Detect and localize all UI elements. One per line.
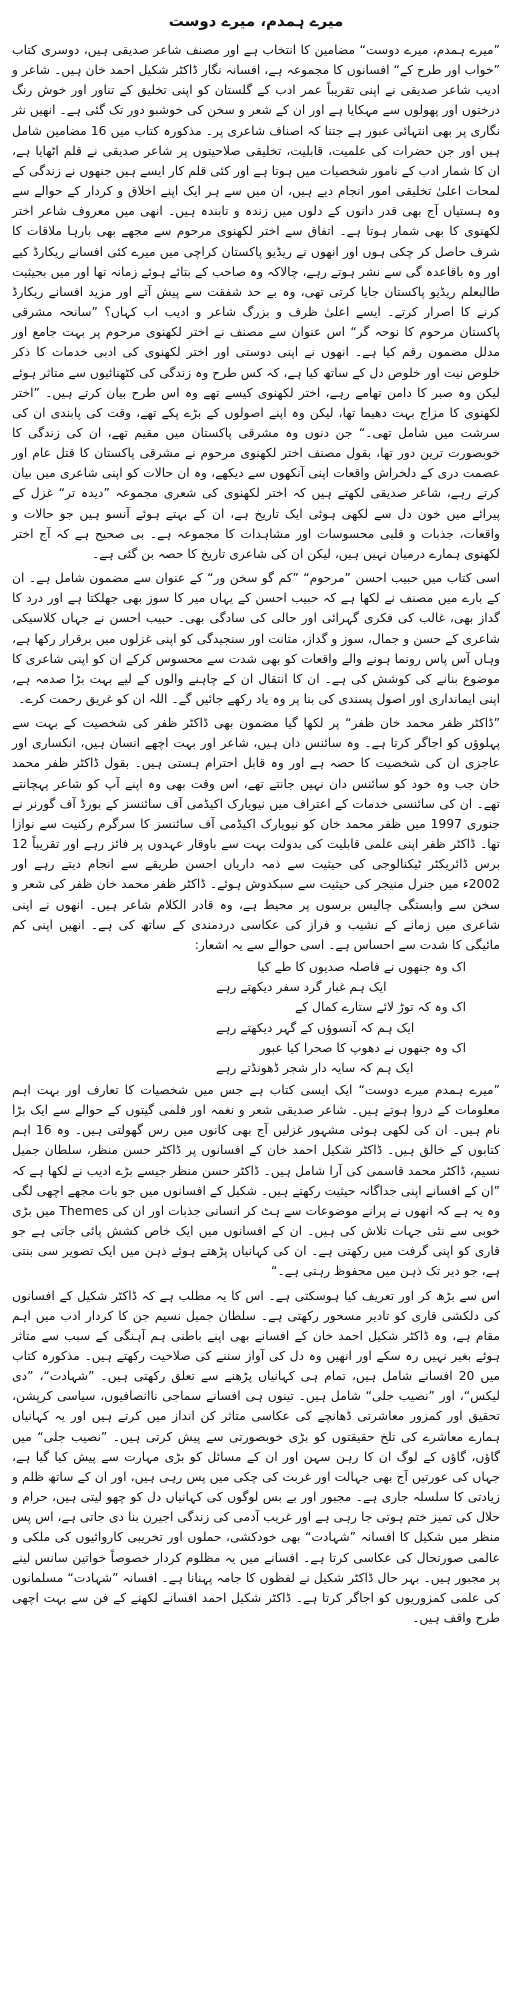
article-paragraph: اسی کتاب میں حبیب احسن ”مرحوم“ ”کم گو سخن ور“ کے عنوان سے مضمون شامل ہے۔ ان کے بارے میں مصنف نے لکھا ہے کہ حبیب احسن کے یہاں میر کا سوز بھی جھلکتا ہے اور درد کا گداز بھی، غالب کی فکری گہرائی اور حالی کی سادگی بھی۔ حبیب احسن نے جہاں کلاسیکی شاعری کے حسن و جمال، سوز و گداز، متانت اور سنجیدگی کو اپنی غزلوں میں برقرار رکھا ہے، وہاں آس پاس رونما ہونے والے واقعات کو بھی شدت سے محسوس کرکے ان کو اپنی شاعری کا موضوع بنانے کی کوشش کی ہے۔ ان کا انتقال ان کے چاہنے والوں کے لیے بہت بڑا صدمہ ہے، اپنی ایمانداری اور اصول پسندی کی بنا پر وہ یاد رکھے جائیں گے۔ اللہ ان کو غریق رحمت کرے۔ xyxy=(12,571,500,706)
article-paragraph: ”میرے ہمدم میرے دوست“ ایک ایسی کتاب ہے جس میں شخصیات کا تعارف اور بہت اہم معلومات کے دروا ہوتے ہیں۔ شاعر صدیقی شعر و نغمہ اور فلمی گیتوں کے حوالے سے ایک بڑا نام ہیں۔ ان کی لکھی ہوئی مشہور غزلیں آج بھی کانوں میں رس گھولتی ہیں۔ وہ 16 اہم کتابوں کے خالق ہیں۔ ڈاکٹر شکیل احمد خان کے افسانوں پر ڈاکٹر حسن منظر، سلطان جمیل نسیم، ڈاکٹر محمد قاسمی کی آرا شامل ہیں۔ ڈاکٹر حسن منظر جیسے بڑے ادیب نے لکھا ہے کہ ”ان کے افسانے اپنی جداگانہ حیثیت رکھتے ہیں۔ شکیل کے افسانوں میں جو بات مجھے اچھی لگی وہ یہ ہے کہ انھوں نے پرانے موضوعات سے ہٹ کر انسانی جذبات اور ان کی Themes میں بڑی خوبی سے نئی جہات تلاش کی ہیں۔ ان کے افسانوں میں ایک خاص کشش پائی جاتی ہے جو قاری کو اپنی گرفت میں رکھتی ہے۔ ان کی کہانیاں پڑھتے ہوئے ذہن میں ایک تصویر سی بنتی ہے، جو دیر تک ذہن میں محفوظ رہتی ہے۔“ xyxy=(12,1082,501,1279)
poem-line: اک وہ جنھوں نے دھوپ کا صحرا کیا عبور xyxy=(259,1040,466,1055)
poem-line: اک وہ کہ توڑ لائے ستارے کمال کے xyxy=(295,1000,466,1015)
poem-block xyxy=(216,957,466,1078)
article-paragraph: ”ڈاکٹر ظفر محمد خان ظفر“ پر لکھا گیا مضمون بھی ڈاکٹر ظفر کی شخصیت کے بہت سے پہلوؤں کو اجاگر کرتا ہے۔ وہ سائنس دان ہیں، شاعر اور بہت اچھے انسان ہیں، انکساری اور عاجزی ان کی شخصیت کا حصہ ہے اور وہ قابل احترام ہستی ہیں۔ بقول ڈاکٹر ظفر محمد خان جب وہ خود کو سائنس دان نہیں جانتے تھے، اس وقت بھی وہ اپنے آپ کو شاعر پہچانتے تھے۔ ان کی سائنسی خدمات کے اعتراف میں نیویارک اکیڈمی آف سائنسز کے بورڈ آف گورنر نے جنوری 1997 میں ظفر محمد خان کو نیویارک اکیڈمی آف سائنسز کا سرگرم رکنیت سے نوازا تھا۔ ڈاکٹر ظفر اپنی علمی قابلیت کی بدولت بہت سے باوقار عہدوں پر فائز رہے اور تقریباً 12 برس ڈائریکٹر ٹیکنالوجی کی حیثیت سے ذمہ داریاں احسن طریقے سے انجام دیتے رہے اور 2002ء میں جنرل منیجر کی حیثیت سے سبکدوش ہوئے۔ ڈاکٹر ظفر محمد خان ظفر کی شعر و سخن سے وابستگی چالیس برسوں پر محیط ہے، وہ قادر الکلام شاعر ہیں۔ انھوں نے اپنی شاعری میں زمانے کے نشیب و فراز کی عکاسی دردمندی کے ساتھ کی ہے۔ انھیں اپنی کم مائیگی کا شدت سے احساس ہے۔ اسی حوالے سے یہ اشعار: xyxy=(12,716,501,952)
poem-line: ایک ہم غبار گرد سفر دیکھتے رہے xyxy=(216,980,387,995)
article-paragraph: ”میرے ہمدم، میرے دوست“ مضامین کا انتخاب ہے اور مصنف شاعر صدیقی ہیں، دوسری کتاب ”خواب اور طرح کے“ افسانوں کا مجموعہ ہے، افسانہ نگار ڈاکٹر شکیل احمد خان ہیں۔ شاعر و ادیب شاعر صدیقی نے اپنی تقریباً عمر ادب کے گلستان کو اپنی تخلیق کے تناور اور خوش رنگ درختوں اور پھولوں سے مہکایا ہے اور ان کے شعر و سخن کی خوشبو دور تک گئی ہے۔ انھیں نثر نگاری پر بھی انتہائی عبور ہے جتنا کہ اصناف شاعری پر۔ مذکورہ کتاب میں 16 مضامین شامل ہیں اور جن حضرات کی علمیت، قابلیت، تخلیقی صلاحیتوں پر شاعر صدیقی نے قلم اٹھایا ہے، ان کا شمار ادب کے نامور شخصیات میں ہوتا ہے اور کئی قلم کار ایسے ہیں جنھوں نے زندگی کے لمحات اعلیٰ تخلیقی امور انجام دیے ہیں، ان میں سے ہر ایک اپنے اخلاق و کردار کے حوالے سے وہ ہستیاں آج بھی قدر دانوں کے دلوں میں زندہ و تابندہ ہیں۔ انھی میں معروف شاعر اختر لکھنوی کا بھی شمار ہوتا ہے۔ اتفاق سے اختر لکھنوی مرحوم سے مجھے بھی بارہا ملاقات کا شرف حاصل کر چکی ہوں اور انھوں نے ریڈیو پاکستان کراچی میں میرے کئی افسانے ریکارڈ کیے اور وہ باقاعدہ گی سے نشر ہوتے رہے، چالاکہ وہ صاحب کے بتائے ہوئے زمانہ تھا اور میں بحیثیت طالبعلم ریڈیو پاکستان جایا کرتی تھی، وہ بے حد شفقت سے پیش آتے اور مزید افسانے ریکارڈ کرنے کا اصرار کرتے۔ ایسے اعلیٰ ظرف و بزرگ شاعر و ادیب اب کہاں؟ ”سانحہ مشرقی پاکستان مرحوم کا نوحہ گر“ اس عنوان سے مصنف نے اختر لکھنوی مرحوم پر بہت جامع اور مدلل مضمون رقم کیا ہے۔ انھوں نے اپنی دوستی اور اختر لکھنوی کی ادبی خدمات کا ذکر خلوص نیت اور خلوص دل کے ساتھ کیا ہے، کہ کس طرح وہ زندگی کی کٹھنائیوں سے متاثر ہوئے لیکن وہ صبر کا دامن تھامے رہے، اختر لکھنوی کیسے تھے وہ اس طرح بیان کرتے ہیں۔ ”اختر لکھنوی کا مزاج بہت دھیما تھا، لیکن وہ اپنے اصولوں کے بڑے پکے تھے، وقت کی پابندی ان کی سرشت میں شامل تھی۔“ جن دنوں وہ مشرقی پاکستان میں مقیم تھے، ان کی زندگی کا خوبصورت ترین دور تھا، بقول مصنف اختر لکھنوی مرحوم نے مشرقی پاکستان کا قتل عام اور عصمت دری کے دلخراش واقعات اپنی آنکھوں سے دیکھے، وہ ان حالات کو اپنی شاعری میں بیان کرتے رہے، شاعر صدیقی لکھتے ہیں کہ اختر لکھنوی کی شعری مجموعہ ”دیدہ تر“ غزل کے پیرائے میں خون دل سے لکھی ہوئی ایک تاریخ ہے، ان کے بہتے ہوئے آنسو ہیں جو حالات و واقعات، جذبات و قلبی محسوسات اور مشاہدات کا مجموعہ ہے۔ بی صحیح ہے کہ آج اختر لکھنوی ہمارے درمیان نہیں ہیں، لیکن ان کی شاعری تاریخ کا حصہ بن گئی ہے۔ xyxy=(12,43,500,561)
poem-line: ایک ہم کہ سایہ دار شجر ڈھونڈتے رہے xyxy=(216,1060,414,1075)
poem-line: ایک ہم کہ آنسوؤں کے گہر دیکھتے رہے xyxy=(216,1020,415,1035)
article-paragraph: اس سے بڑھ کر اور تعریف کیا ہوسکتی ہے۔ اس کا یہ مطلب ہے کہ ڈاکٹر شکیل کے افسانوں کی دلکشی قاری کو تادیر مسحور رکھتی ہے۔ سلطان جمیل نسیم جن کا کردار ادب میں اہم مقام ہے، وہ ڈاکٹر شکیل احمد خان کے افسانے بھی اپنے باطنی ہم آہنگی کے سبب سے متاثر ہوئے بغیر نہیں رہ سکے اور انھیں وہ دل کی آواز سننے کی صلاحیت رکھتے ہیں۔ مذکورہ کتاب میں 20 افسانے شامل ہیں، تمام ہی کہانیاں پڑھنے سے تعلق رکھتی ہیں۔ ”شہادت“، ”دی لیکس“، اور ”نصیب جلی“ شامل ہیں۔ تینوں ہی افسانے سماجی ناانصافیوں، سیاسی کرپشن، تحقیق اور کمزور معاشرتی ڈھانچے کی عکاسی متاثر کن انداز میں کرتے ہیں اور یہ کہانیاں ہمارے معاشرے کی تلخ حقیقتوں کو بڑی خوبصورتی سے پیش کرتی ہیں۔ ”نصیب جلی“ میں گاؤں، گاؤں کے لوگ ان کا رہن سہن اور ان کے مسائل کو بڑی مہارت سے پیش کیا گیا ہے، جہاں کی عورتیں آج بھی جہالت اور غربت کی چکی میں پس رہی ہیں، اور ان کے ساتھ ظلم و زیادتی کا سلسلہ جاری ہے۔ مجبور اور بے بس لوگوں کی کہانیاں دل کو چھو لیتی ہیں، حرام و حلال کی تمیز ختم ہوتی جا رہی ہے اور غریب آدمی کی زندگی اجیرن بنا دی جاتی ہے، اس پس منظر میں شکیل کا افسانہ ”شہادت“ بھی خودکشی، حملوں اور تخریبی کاروائیوں کی ملکی و عالمی صورتحال کی عکاسی کرتا ہے۔ افسانے میں یہ مظلوم کردار خصوصاً خواتین سانس لینے پر مجبور ہیں۔ بہر حال ڈاکٹر شکیل نے لفظوں کا جامہ پہنانا ہے۔ افسانہ ”شہادت“ مسلمانوں کی علمی کمزوریوں کو اجاگر کرتا ہے۔ ڈاکٹر شکیل احمد افسانے لکھنے کے فن سے بہت اچھی طرح واقف ہیں۔ xyxy=(12,1288,500,1626)
article-title: میرے ہمدم، میرے دوست xyxy=(168,12,344,30)
poem-line: اک وہ جنھوں نے فاصلہ صدیوں کا طے کیا xyxy=(257,960,466,975)
